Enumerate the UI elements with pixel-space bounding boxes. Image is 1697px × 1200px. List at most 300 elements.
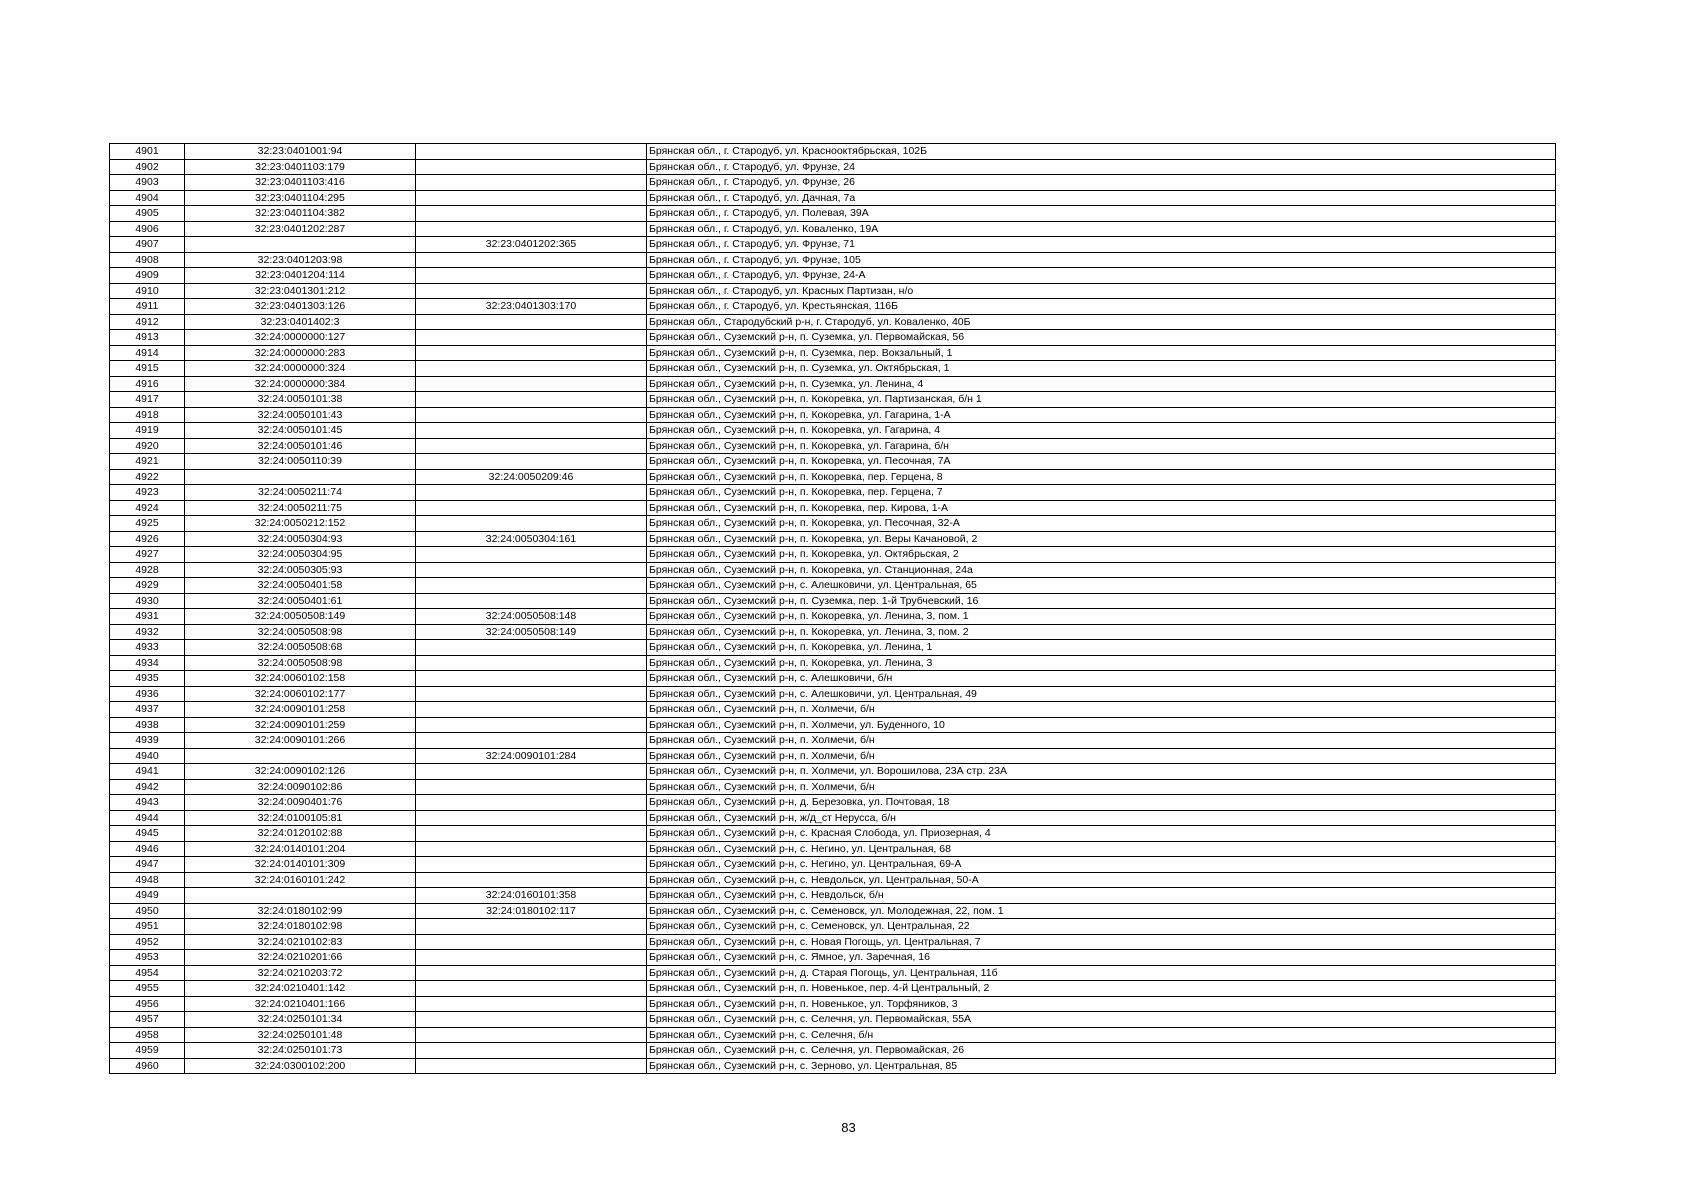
address-cell: Брянская обл., г. Стародуб, ул. Дачная, 7а [647,190,1556,206]
table-row [110,423,1556,439]
address-cell: Брянская обл., г. Стародуб, ул. Коваленко, 19А [647,221,1556,237]
address-cell: Брянская обл., Суземский р-н, п. Суземка, ул. Первомайская, 56 [647,330,1556,346]
row-number-cell: 4941 [110,764,185,780]
related-cadastral-number-cell [416,206,647,222]
related-cadastral-number-cell [416,438,647,454]
cadastral-number-cell: 32:24:0050101:43 [185,407,416,423]
table-row [110,454,1556,470]
cadastral-number-cell: 32:24:0000000:324 [185,361,416,377]
table-row [110,469,1556,485]
related-cadastral-number-cell [416,965,647,981]
related-cadastral-number-cell: 32:24:0050508:149 [416,624,647,640]
row-number-cell: 4922 [110,469,185,485]
row-number-cell: 4939 [110,733,185,749]
address-cell: Брянская обл., Суземский р-н, д. Березовка, ул. Почтовая, 18 [647,795,1556,811]
related-cadastral-number-cell [416,330,647,346]
row-number-cell: 4955 [110,981,185,997]
related-cadastral-number-cell [416,345,647,361]
address-cell: Брянская обл., г. Стародуб, ул. Фрунзе, 105 [647,252,1556,268]
table-row [110,175,1556,191]
cadastral-number-cell: 32:24:0210401:142 [185,981,416,997]
cadastral-number-cell: 32:24:0000000:283 [185,345,416,361]
cadastral-number-cell: 32:24:0050212:152 [185,516,416,532]
cadastral-number-cell: 32:24:0300102:200 [185,1058,416,1074]
table-row [110,485,1556,501]
cadastral-number-cell: 32:24:0210102:83 [185,934,416,950]
row-number-cell: 4925 [110,516,185,532]
address-cell: Брянская обл., Суземский р-н, п. Кокоревка, ул. Песочная, 7А [647,454,1556,470]
table-row [110,144,1556,160]
related-cadastral-number-cell [416,1043,647,1059]
row-number-cell: 4948 [110,872,185,888]
table-row [110,1027,1556,1043]
address-cell: Брянская обл., Суземский р-н, с. Негино, ул. Центральная, 68 [647,841,1556,857]
cadastral-number-cell: 32:24:0050211:74 [185,485,416,501]
related-cadastral-number-cell [416,562,647,578]
address-cell: Брянская обл., г. Стародуб, ул. Фрунзе, 26 [647,175,1556,191]
table-row [110,671,1556,687]
row-number-cell: 4953 [110,950,185,966]
address-cell: Брянская обл., Суземский р-н, п. Холмечи, ул. Ворошилова, 23А стр. 23А [647,764,1556,780]
address-cell: Брянская обл., Суземский р-н, с. Красная Слобода, ул. Приозерная, 4 [647,826,1556,842]
related-cadastral-number-cell [416,423,647,439]
cadastral-number-cell: 32:23:0401103:179 [185,159,416,175]
related-cadastral-number-cell [416,950,647,966]
table-row [110,345,1556,361]
row-number-cell: 4937 [110,702,185,718]
row-number-cell: 4928 [110,562,185,578]
cadastral-number-cell: 32:24:0000000:384 [185,376,416,392]
table-row [110,996,1556,1012]
related-cadastral-number-cell [416,841,647,857]
related-cadastral-number-cell [416,1058,647,1074]
related-cadastral-number-cell: 32:24:0050209:46 [416,469,647,485]
address-cell: Брянская обл., Суземский р-н, п. Холмечи, б/н [647,748,1556,764]
address-cell: Брянская обл., Суземский р-н, п. Холмечи, ул. Буденного, 10 [647,717,1556,733]
address-cell: Брянская обл., Суземский р-н, п. Кокоревка, пер. Герцена, 7 [647,485,1556,501]
table-row [110,190,1556,206]
row-number-cell: 4910 [110,283,185,299]
address-cell: Брянская обл., г. Стародуб, ул. Фрунзе, 24-А [647,268,1556,284]
related-cadastral-number-cell [416,779,647,795]
address-cell: Брянская обл., Суземский р-н, с. Семеновск, ул. Центральная, 22 [647,919,1556,935]
row-number-cell: 4906 [110,221,185,237]
address-cell: Брянская обл., Суземский р-н, с. Невдольск, ул. Центральная, 50-А [647,872,1556,888]
row-number-cell: 4954 [110,965,185,981]
related-cadastral-number-cell [416,593,647,609]
address-cell: Брянская обл., г. Стародуб, ул. Краснооктябрьская, 102Б [647,144,1556,160]
table-row [110,237,1556,253]
table-row [110,392,1556,408]
row-number-cell: 4919 [110,423,185,439]
related-cadastral-number-cell [416,640,647,656]
row-number-cell: 4927 [110,547,185,563]
related-cadastral-number-cell [416,686,647,702]
related-cadastral-number-cell [416,996,647,1012]
address-cell: Брянская обл., Суземский р-н, п. Кокоревка, пер. Герцена, 8 [647,469,1556,485]
table-row [110,547,1556,563]
cadastral-number-cell: 32:24:0050304:95 [185,547,416,563]
row-number-cell: 4950 [110,903,185,919]
row-number-cell: 4958 [110,1027,185,1043]
address-cell: Брянская обл., Суземский р-н, п. Холмечи, б/н [647,733,1556,749]
related-cadastral-number-cell: 32:23:0401202:365 [416,237,647,253]
cadastral-number-cell: 32:24:0100105:81 [185,810,416,826]
related-cadastral-number-cell [416,1012,647,1028]
cadastral-number-cell: 32:23:0401104:382 [185,206,416,222]
table-row [110,903,1556,919]
related-cadastral-number-cell [416,826,647,842]
related-cadastral-number-cell [416,175,647,191]
address-cell: Брянская обл., Суземский р-н, п. Кокоревка, пер. Кирова, 1-А [647,500,1556,516]
address-cell: Брянская обл., Суземский р-н, п. Кокоревка, ул. Песочная, 32-А [647,516,1556,532]
table-row [110,1043,1556,1059]
table-row [110,950,1556,966]
cadastral-number-cell: 32:24:0050211:75 [185,500,416,516]
table-row [110,655,1556,671]
row-number-cell: 4916 [110,376,185,392]
table-row [110,981,1556,997]
address-cell: Брянская обл., Суземский р-н, п. Холмечи, б/н [647,702,1556,718]
row-number-cell: 4921 [110,454,185,470]
address-cell: Брянская обл., Суземский р-н, с. Ямное, ул. Заречная, 16 [647,950,1556,966]
table-row [110,764,1556,780]
related-cadastral-number-cell [416,857,647,873]
address-cell: Брянская обл., Суземский р-н, с. Селечня, ул. Первомайская, 26 [647,1043,1556,1059]
related-cadastral-number-cell [416,159,647,175]
table-row [110,609,1556,625]
address-cell: Брянская обл., г. Стародуб, ул. Фрунзе, 24 [647,159,1556,175]
cadastral-number-cell: 32:24:0090102:126 [185,764,416,780]
address-cell: Брянская обл., Суземский р-н, п. Кокоревка, ул. Ленина, 1 [647,640,1556,656]
row-number-cell: 4940 [110,748,185,764]
address-cell: Брянская обл., Суземский р-н, с. Алешковичи, ул. Центральная, 65 [647,578,1556,594]
cadastral-number-cell: 32:24:0210201:66 [185,950,416,966]
address-cell: Брянская обл., г. Стародуб, ул. Крестьянская, 116Б [647,299,1556,315]
related-cadastral-number-cell [416,764,647,780]
row-number-cell: 4904 [110,190,185,206]
cadastral-number-cell: 32:24:0090101:259 [185,717,416,733]
table-row [110,330,1556,346]
related-cadastral-number-cell [416,733,647,749]
row-number-cell: 4902 [110,159,185,175]
related-cadastral-number-cell [416,717,647,733]
address-cell: Брянская обл., Суземский р-н, д. Старая Погощь, ул. Центральная, 11б [647,965,1556,981]
table-row [110,578,1556,594]
cadastral-number-cell: 32:24:0050304:93 [185,531,416,547]
address-cell: Брянская обл., Суземский р-н, п. Новенькое, ул. Торфяников, 3 [647,996,1556,1012]
table-row [110,919,1556,935]
related-cadastral-number-cell [416,144,647,160]
cadastral-number-cell: 32:24:0140101:309 [185,857,416,873]
address-cell: Брянская обл., г. Стародуб, ул. Полевая, 39А [647,206,1556,222]
related-cadastral-number-cell [416,221,647,237]
row-number-cell: 4942 [110,779,185,795]
row-number-cell: 4923 [110,485,185,501]
row-number-cell: 4912 [110,314,185,330]
table-row [110,624,1556,640]
table-row [110,810,1556,826]
cadastral-number-cell: 32:23:0401204:114 [185,268,416,284]
address-cell: Брянская обл., Суземский р-н, п. Суземка, пер. Вокзальный, 1 [647,345,1556,361]
table-row [110,733,1556,749]
address-cell: Брянская обл., Суземский р-н, п. Суземка, ул. Октябрьская, 1 [647,361,1556,377]
address-cell: Брянская обл., Суземский р-н, п. Кокоревка, ул. Веры Качановой, 2 [647,531,1556,547]
related-cadastral-number-cell [416,376,647,392]
related-cadastral-number-cell [416,485,647,501]
cadastral-number-cell: 32:24:0050508:68 [185,640,416,656]
table-body [110,144,1556,1074]
address-cell: Брянская обл., Суземский р-н, с. Зерново, ул. Центральная, 85 [647,1058,1556,1074]
address-cell: Брянская обл., Суземский р-н, с. Семеновск, ул. Молодежная, 22, пом. 1 [647,903,1556,919]
table-row [110,748,1556,764]
address-cell: Брянская обл., Суземский р-н, ж/д_ст Нерусса, б/н [647,810,1556,826]
address-cell: Брянская обл., Суземский р-н, п. Холмечи, б/н [647,779,1556,795]
table-row [110,686,1556,702]
related-cadastral-number-cell [416,934,647,950]
address-cell: Брянская обл., Суземский р-н, п. Кокоревка, ул. Ленина, 3, пом. 2 [647,624,1556,640]
cadastral-number-cell: 32:24:0050101:38 [185,392,416,408]
related-cadastral-number-cell [416,500,647,516]
row-number-cell: 4926 [110,531,185,547]
address-cell: Брянская обл., Суземский р-н, п. Суземка, ул. Ленина, 4 [647,376,1556,392]
row-number-cell: 4957 [110,1012,185,1028]
cadastral-number-cell: 32:23:0401202:287 [185,221,416,237]
row-number-cell: 4901 [110,144,185,160]
address-cell: Брянская обл., Стародубский р-н, г. Стародуб, ул. Коваленко, 40Б [647,314,1556,330]
cadastral-number-cell: 32:24:0140101:204 [185,841,416,857]
cadastral-number-cell [185,748,416,764]
cadastral-number-cell: 32:24:0090401:76 [185,795,416,811]
cadastral-number-cell [185,237,416,253]
row-number-cell: 4932 [110,624,185,640]
row-number-cell: 4931 [110,609,185,625]
table-row [110,640,1556,656]
cadastral-number-cell: 32:23:0401103:416 [185,175,416,191]
table-row [110,221,1556,237]
related-cadastral-number-cell: 32:24:0050304:161 [416,531,647,547]
table-row [110,438,1556,454]
table-row [110,1058,1556,1074]
related-cadastral-number-cell [416,361,647,377]
table-row [110,888,1556,904]
table-row [110,268,1556,284]
cadastral-number-cell: 32:24:0250101:34 [185,1012,416,1028]
cadastral-number-cell: 32:24:0060102:158 [185,671,416,687]
row-number-cell: 4934 [110,655,185,671]
cadastral-number-cell: 32:24:0250101:48 [185,1027,416,1043]
table-row [110,857,1556,873]
related-cadastral-number-cell [416,516,647,532]
cadastral-number-cell: 32:24:0090101:258 [185,702,416,718]
table-row [110,1012,1556,1028]
cadastral-number-cell: 32:24:0050401:61 [185,593,416,609]
table-row [110,159,1556,175]
address-cell: Брянская обл., г. Стародуб, ул. Красных Партизан, н/о [647,283,1556,299]
row-number-cell: 4935 [110,671,185,687]
cadastral-number-cell: 32:24:0160101:242 [185,872,416,888]
related-cadastral-number-cell: 32:24:0160101:358 [416,888,647,904]
table-row [110,779,1556,795]
cadastral-number-cell: 32:24:0050401:58 [185,578,416,594]
row-number-cell: 4930 [110,593,185,609]
related-cadastral-number-cell [416,314,647,330]
address-cell: Брянская обл., Суземский р-н, п. Суземка, пер. 1-й Трубчевский, 16 [647,593,1556,609]
table-row [110,717,1556,733]
table-row [110,702,1556,718]
cadastral-number-cell: 32:24:0050101:45 [185,423,416,439]
row-number-cell: 4920 [110,438,185,454]
address-cell: Брянская обл., Суземский р-н, п. Кокоревка, ул. Станционная, 24а [647,562,1556,578]
row-number-cell: 4959 [110,1043,185,1059]
table-row [110,826,1556,842]
address-cell: Брянская обл., Суземский р-н, с. Негино, ул. Центральная, 69-А [647,857,1556,873]
related-cadastral-number-cell [416,578,647,594]
address-cell: Брянская обл., Суземский р-н, п. Кокоревка, ул. Гагарина, 1-А [647,407,1556,423]
cadastral-number-cell: 32:24:0120102:88 [185,826,416,842]
row-number-cell: 4929 [110,578,185,594]
row-number-cell: 4960 [110,1058,185,1074]
related-cadastral-number-cell [416,872,647,888]
row-number-cell: 4914 [110,345,185,361]
row-number-cell: 4933 [110,640,185,656]
row-number-cell: 4947 [110,857,185,873]
row-number-cell: 4938 [110,717,185,733]
address-cell: Брянская обл., Суземский р-н, с. Алешковичи, б/н [647,671,1556,687]
address-cell: Брянская обл., Суземский р-н, п. Кокоревка, ул. Партизанская, б/н 1 [647,392,1556,408]
related-cadastral-number-cell [416,795,647,811]
cadastral-number-cell: 32:24:0060102:177 [185,686,416,702]
row-number-cell: 4913 [110,330,185,346]
row-number-cell: 4951 [110,919,185,935]
row-number-cell: 4909 [110,268,185,284]
related-cadastral-number-cell [416,1027,647,1043]
table-row [110,562,1556,578]
address-cell: Брянская обл., Суземский р-н, п. Новенькое, пер. 4-й Центральный, 2 [647,981,1556,997]
cadastral-number-cell: 32:24:0000000:127 [185,330,416,346]
cadastral-number-cell: 32:24:0090102:86 [185,779,416,795]
table-row [110,531,1556,547]
cadastral-number-cell: 32:23:0401402:3 [185,314,416,330]
address-cell: Брянская обл., Суземский р-н, п. Кокоревка, ул. Гагарина, б/н [647,438,1556,454]
cadastral-number-cell: 32:23:0401104:295 [185,190,416,206]
table-row [110,965,1556,981]
related-cadastral-number-cell [416,671,647,687]
row-number-cell: 4956 [110,996,185,1012]
related-cadastral-number-cell [416,190,647,206]
cadastral-number-cell: 32:24:0050508:149 [185,609,416,625]
cadastral-number-cell: 32:24:0250101:73 [185,1043,416,1059]
table-row [110,283,1556,299]
cadastral-table [109,143,1556,1074]
related-cadastral-number-cell [416,268,647,284]
row-number-cell: 4908 [110,252,185,268]
table-row [110,376,1556,392]
row-number-cell: 4946 [110,841,185,857]
address-cell: Брянская обл., Суземский р-н, с. Селечня, ул. Первомайская, 55А [647,1012,1556,1028]
table-row [110,516,1556,532]
cadastral-number-cell: 32:23:0401303:126 [185,299,416,315]
table-row [110,361,1556,377]
table-row [110,206,1556,222]
related-cadastral-number-cell: 32:24:0090101:284 [416,748,647,764]
cadastral-number-cell: 32:24:0050305:93 [185,562,416,578]
cadastral-number-cell: 32:24:0050101:46 [185,438,416,454]
address-cell: Брянская обл., г. Стародуб, ул. Фрунзе, 71 [647,237,1556,253]
cadastral-number-cell: 32:24:0050508:98 [185,655,416,671]
related-cadastral-number-cell [416,252,647,268]
row-number-cell: 4915 [110,361,185,377]
row-number-cell: 4949 [110,888,185,904]
cadastral-number-cell [185,888,416,904]
row-number-cell: 4945 [110,826,185,842]
row-number-cell: 4917 [110,392,185,408]
table-row [110,841,1556,857]
related-cadastral-number-cell: 32:24:0180102:117 [416,903,647,919]
table-row [110,407,1556,423]
table-row [110,795,1556,811]
related-cadastral-number-cell [416,407,647,423]
cadastral-number-cell: 32:24:0210401:166 [185,996,416,1012]
address-cell: Брянская обл., Суземский р-н, п. Кокоревка, ул. Ленина, 3, пом. 1 [647,609,1556,625]
row-number-cell: 4944 [110,810,185,826]
row-number-cell: 4943 [110,795,185,811]
cadastral-number-cell: 32:24:0090101:266 [185,733,416,749]
row-number-cell: 4924 [110,500,185,516]
table-row [110,314,1556,330]
cadastral-number-cell [185,469,416,485]
related-cadastral-number-cell [416,392,647,408]
related-cadastral-number-cell [416,655,647,671]
related-cadastral-number-cell: 32:23:0401303:170 [416,299,647,315]
related-cadastral-number-cell [416,454,647,470]
related-cadastral-number-cell [416,547,647,563]
cadastral-number-cell: 32:24:0180102:99 [185,903,416,919]
address-cell: Брянская обл., Суземский р-н, п. Кокоревка, ул. Ленина, 3 [647,655,1556,671]
related-cadastral-number-cell [416,810,647,826]
related-cadastral-number-cell [416,919,647,935]
row-number-cell: 4903 [110,175,185,191]
related-cadastral-number-cell [416,283,647,299]
page-number: 83 [841,1120,856,1135]
row-number-cell: 4936 [110,686,185,702]
address-cell: Брянская обл., Суземский р-н, п. Кокоревка, ул. Октябрьская, 2 [647,547,1556,563]
cadastral-number-cell: 32:23:0401301:212 [185,283,416,299]
table-row [110,872,1556,888]
table-row [110,593,1556,609]
row-number-cell: 4907 [110,237,185,253]
cadastral-number-cell: 32:24:0050110:39 [185,454,416,470]
row-number-cell: 4905 [110,206,185,222]
address-cell: Брянская обл., Суземский р-н, п. Кокоревка, ул. Гагарина, 4 [647,423,1556,439]
table-row [110,252,1556,268]
row-number-cell: 4918 [110,407,185,423]
cadastral-number-cell: 32:24:0180102:98 [185,919,416,935]
row-number-cell: 4952 [110,934,185,950]
address-cell: Брянская обл., Суземский р-н, с. Селечня, б/н [647,1027,1556,1043]
address-cell: Брянская обл., Суземский р-н, с. Новая Погощь, ул. Центральная, 7 [647,934,1556,950]
address-cell: Брянская обл., Суземский р-н, с. Невдольск, б/н [647,888,1556,904]
cadastral-number-cell: 32:23:0401001:94 [185,144,416,160]
table-row [110,299,1556,315]
table-row [110,500,1556,516]
related-cadastral-number-cell [416,981,647,997]
cadastral-number-cell: 32:23:0401203:98 [185,252,416,268]
row-number-cell: 4911 [110,299,185,315]
address-cell: Брянская обл., Суземский р-н, с. Алешковичи, ул. Центральная, 49 [647,686,1556,702]
cadastral-number-cell: 32:24:0050508:98 [185,624,416,640]
related-cadastral-number-cell [416,702,647,718]
